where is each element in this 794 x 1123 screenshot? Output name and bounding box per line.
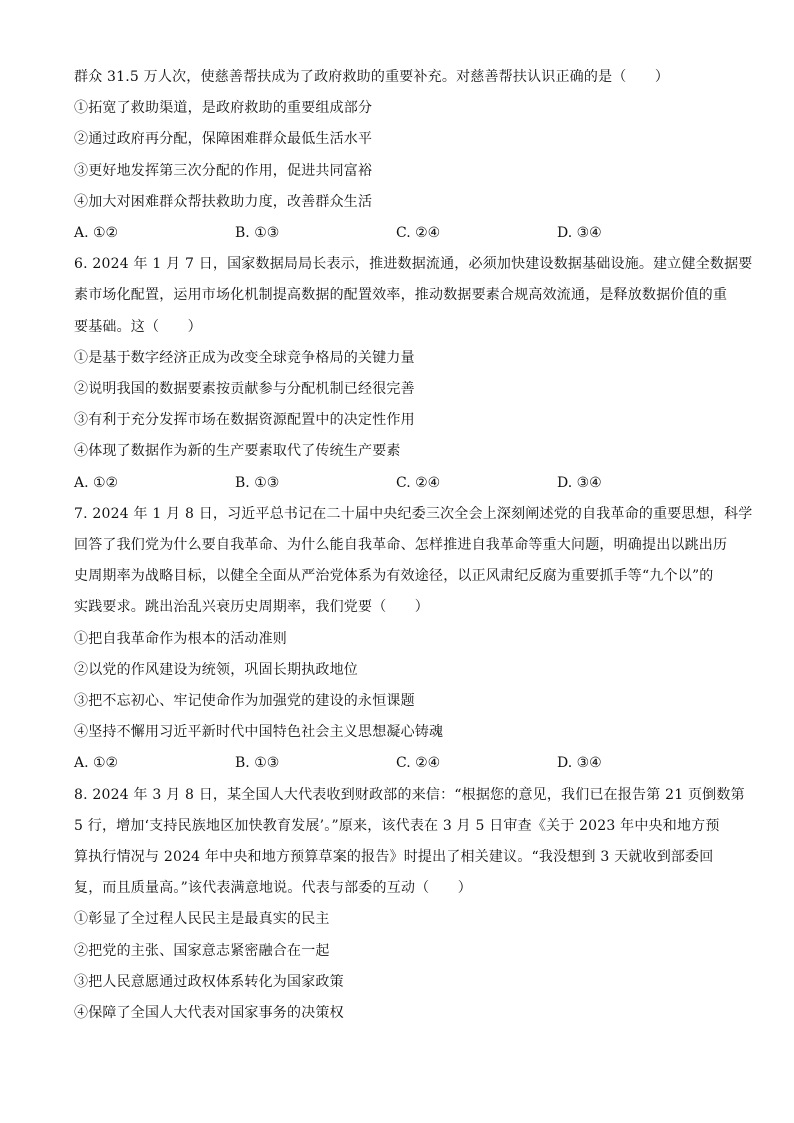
question-6-options: [74, 468, 724, 499]
question-5-item-4: ④加大对困难群众帮扶救助力度，改善群众生活: [74, 193, 373, 210]
question-6-stem-line-3: 要基础。这（ ）: [74, 318, 202, 335]
question-7: [74, 499, 753, 780]
question-6-item-3: ③有利于充分发挥市场在数据资源配置中的决定性作用: [74, 412, 415, 429]
question-7-stem-line-4: 实践要求。跳出治乱兴衰历史周期率，我们党要（ ）: [74, 599, 429, 616]
question-6-item-2: ②说明我国的数据要素按贡献参与分配机制已经很完善: [74, 381, 415, 398]
question-8-stem-line-3: 算执行情况与 2024 年中央和地方预算草案的报告》时提出了相关建议。“我没想到 3 天就收到部委回: [74, 849, 714, 866]
option-a: A. ①②: [74, 755, 119, 772]
question-5: [74, 62, 724, 249]
question-6-item-4: ④体现了数据作为新的生产要素取代了传统生产要素: [74, 443, 401, 460]
option-c: C. ②④: [396, 755, 441, 772]
option-d: D. ③④: [557, 755, 602, 772]
question-5-item-2: ②通过政府再分配，保障困难群众最低生活水平: [74, 131, 373, 148]
question-8-item-4: ④保障了全国人大代表对国家事务的决策权: [74, 1005, 344, 1022]
option-b: B. ①③: [235, 755, 280, 772]
question-7-item-2: ②以党的作风建设为统领，巩固长期执政地位: [74, 661, 358, 678]
question-7-item-4: ④坚持不懈用习近平新时代中国特色社会主义思想凝心铸魂: [74, 724, 444, 741]
question-8: [74, 780, 745, 1030]
question-6: [74, 249, 753, 499]
question-8-stem-line-1: 8. 2024 年 3 月 8 日，某全国人大代表收到财政部的来信：“根据您的意见，我们已在报告第 21 页倒数第: [74, 786, 745, 803]
option-d: D. ③④: [557, 225, 602, 242]
question-5-stem: 群众 31.5 万人次，使慈善帮扶成为了政府救助的重要补充。对慈善帮扶认识正确的是（ ）: [74, 69, 670, 85]
question-7-item-1: ①把自我革命作为根本的活动准则: [74, 630, 287, 647]
question-7-stem-line-1: 7. 2024 年 1 月 8 日，习近平总书记在二十届中央纪委三次全会上深刻阐述党的自我革命的重要思想，科学: [74, 505, 753, 522]
exam-page: [74, 62, 753, 1029]
question-8-stem-line-2: 5 行，增加‘支持民族地区加快教育发展’。”原来，该代表在 3 月 5 日审查《关于 2023 年中央和地方预: [74, 817, 720, 834]
option-b: B. ①③: [235, 474, 280, 491]
option-b: B. ①③: [235, 225, 280, 242]
question-8-item-2: ②把党的主张、国家意志紧密融合在一起: [74, 942, 330, 959]
question-5-item-1: ①拓宽了救助渠道，是政府救助的重要组成部分: [74, 100, 373, 117]
question-8-item-3: ③把人民意愿通过政权体系转化为国家政策: [74, 973, 344, 990]
question-6-stem-line-2: 素市场化配置，运用市场化机制提高数据的配置效率，推动数据要素合规高效流通，是释放数据价值的重: [74, 287, 728, 304]
question-7-item-3: ③把不忘初心、牢记使命作为加强党的建设的永恒课题: [74, 693, 415, 710]
question-8-stem-line-4: 复，而且质量高。”该代表满意地说。代表与部委的互动（ ）: [74, 880, 472, 897]
option-a: A. ①②: [74, 225, 119, 242]
option-c: C. ②④: [396, 225, 441, 242]
option-a: A. ①②: [74, 474, 119, 491]
question-5-item-3: ③更好地发挥第三次分配的作用，促进共同富裕: [74, 162, 373, 179]
question-7-stem-line-3: 史周期率为战略目标，以健全全面从严治党体系为有效途径，以正风肃纪反腐为重要抓手等“九个以”的: [74, 568, 714, 585]
question-5-options: [74, 218, 724, 249]
question-8-item-1: ①彰显了全过程人民民主是最真实的民主: [74, 911, 330, 928]
question-6-stem-line-1: 6. 2024 年 1 月 7 日，国家数据局局长表示，推进数据流通，必须加快建设数据基础设施。建立健全数据要: [74, 256, 753, 273]
question-6-item-1: ①是基于数字经济正成为改变全球竞争格局的关键力量: [74, 349, 415, 366]
question-7-options: [74, 748, 724, 779]
option-c: C. ②④: [396, 474, 441, 491]
option-d: D. ③④: [557, 474, 602, 491]
question-7-stem-line-2: 回答了我们党为什么要自我革命、为什么能自我革命、怎样推进自我革命等重大问题，明确提出以跳出历: [74, 537, 728, 554]
